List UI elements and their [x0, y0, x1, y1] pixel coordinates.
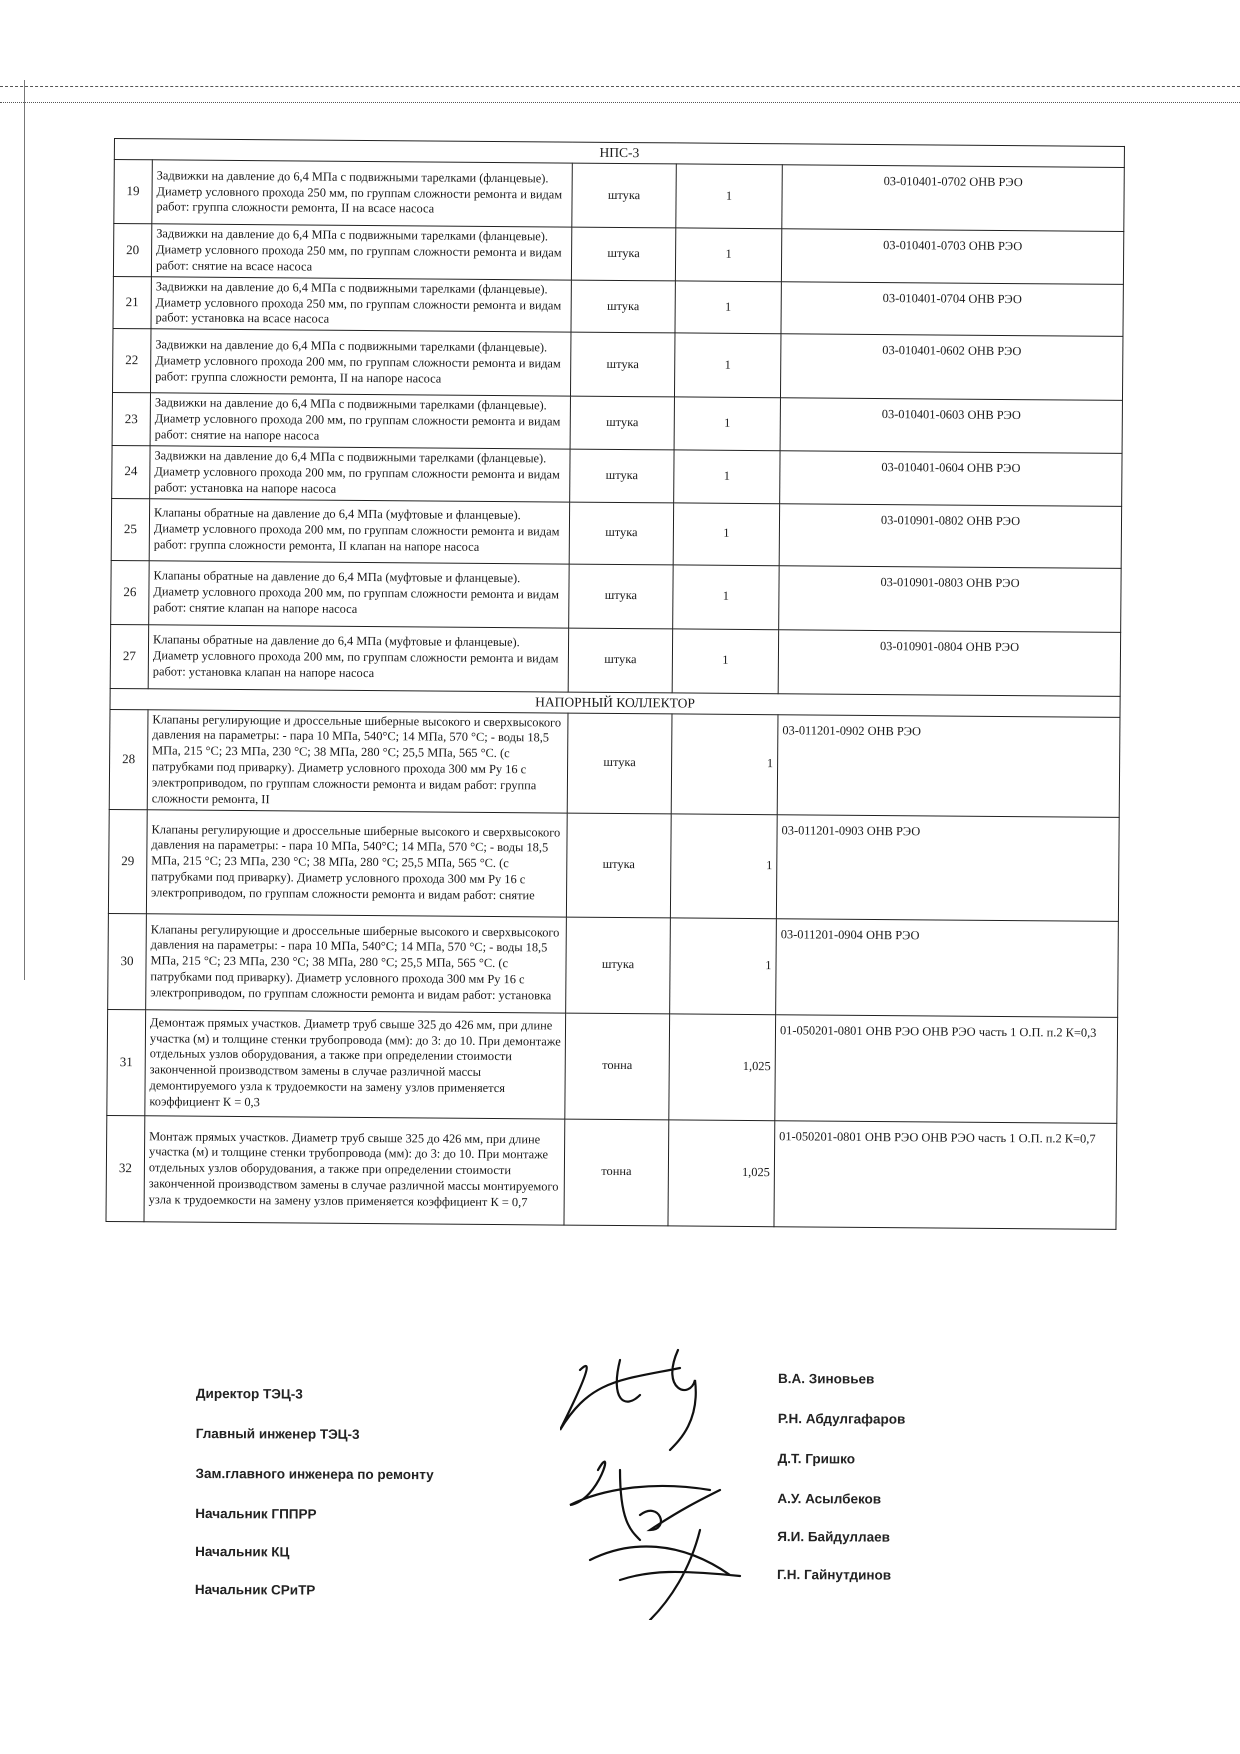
- signatory-position: Зам.главного инженера по ремонту: [195, 1465, 434, 1483]
- row-description: Задвижки на давление до 6,4 МПа с подвижными тарелками (фланцевые). Диаметр условного прохода 200 мм, по группам сложности ремонта и видам работ: снятие на напоре насоса: [150, 393, 570, 449]
- signatory-name: Д.Т. Гришко: [777, 1451, 856, 1467]
- row-unit: штука: [570, 449, 674, 502]
- row-code: 03-010401-0702 ОНВ РЭО: [782, 165, 1125, 232]
- row-number: 26: [111, 560, 150, 624]
- signatory-position: Директор ТЭЦ-3: [195, 1386, 303, 1402]
- row-number: 22: [112, 329, 151, 393]
- signatory-position: Начальник КЦ: [195, 1543, 290, 1560]
- row-description: Задвижки на давление до 6,4 МПа с подвижными тарелками (фланцевые). Диаметр условного прохода 250 мм, по группам сложности ремонта и видам работ: снятие на всасе насоса: [151, 224, 571, 280]
- row-number: 28: [109, 709, 148, 810]
- signatory-name: Р.Н. Абдулгафаров: [777, 1411, 906, 1427]
- row-quantity: 1,025: [669, 1014, 776, 1121]
- row-number: 27: [110, 624, 149, 688]
- row-unit: штука: [570, 396, 674, 449]
- row-code: 03-010901-0802 ОНВ РЭО: [779, 503, 1121, 568]
- signatory-name: Г.Н. Гайнутдинов: [776, 1567, 892, 1583]
- table-row: [108, 809, 1119, 921]
- table-row: [114, 160, 1124, 232]
- row-code: 03-011201-0904 ОНВ РЭО: [776, 918, 1119, 1017]
- row-code: 03-010401-0704 ОНВ РЭО: [781, 281, 1123, 336]
- row-description: Монтаж прямых участков. Диаметр труб свыше 325 до 426 мм, при длине участка (м) и толщине стенки трубопровода (мм): до 3: до 10. При монтаже отдельных узлов оборудования, а также при определении стоимости законченной производством замены в случае различной массы монтируемого узла к трудоемкости на замену узлов применяется коэффициент К = 0,7: [144, 1116, 565, 1225]
- row-quantity: 1: [673, 502, 779, 565]
- row-code: 03-010401-0603 ОНВ РЭО: [780, 398, 1122, 453]
- table-row: [109, 709, 1120, 817]
- row-description: Клапаны регулирующие и дроссельные шиберные высокого и сверхвысокого давления на параметры: - пара 10 МПа, 540°С; 14 МПа, 570 °С; - воды 18,5 МПа, 215 °С; 23 МПа, 230 °С; 38 МПа, 280 °С; 25,5 МПа, 565 °С. (с патрубками под приварку). Диаметр условного прохода 300 мм Ру 16 с электроприводом, по группам сложности ремонта и видам работ: снятие: [146, 810, 567, 917]
- row-code: 03-010901-0804 ОНВ РЭО: [778, 629, 1121, 696]
- row-description: Задвижки на давление до 6,4 МПа с подвижными тарелками (фланцевые). Диаметр условного прохода 250 мм, по группам сложности ремонта и видам работ: установка на всасе насоса: [151, 276, 571, 332]
- row-number: 29: [108, 809, 147, 913]
- row-unit: тонна: [565, 1013, 670, 1120]
- row-number: 20: [113, 224, 151, 277]
- row-description: Клапаны обратные на давление до 6,4 МПа (муфтовые и фланцевые). Диаметр условного прохода 200 мм, по группам сложности ремонта и видам работ: снятие клапан на напоре насоса: [149, 560, 569, 627]
- row-unit: штука: [566, 917, 671, 1014]
- table-row: [111, 560, 1121, 632]
- row-code: 01-050201-0801 ОНВ РЭО ОНВ РЭО часть 1 О.П. п.2 К=0,3: [775, 1014, 1118, 1123]
- scan-edge-line: [0, 102, 1240, 103]
- row-description: Клапаны обратные на давление до 6,4 МПа (муфтовые и фланцевые). Диаметр условного прохода 200 мм, по группам сложности ремонта и видам работ: группа сложности ремонта, II клапан на напоре насоса: [149, 498, 569, 563]
- row-code: 03-010401-0604 ОНВ РЭО: [780, 451, 1122, 506]
- row-quantity: 1: [675, 228, 781, 281]
- row-description: Задвижки на давление до 6,4 МПа с подвижными тарелками (фланцевые). Диаметр условного прохода 250 мм, по группам сложности ремонта и видам работ: группа сложности ремонта, II на всасе насоса: [152, 160, 572, 227]
- signatory-name: Я.И. Байдуллаев: [777, 1529, 890, 1545]
- row-quantity: 1: [673, 564, 779, 629]
- row-code: 03-010401-0602 ОНВ РЭО: [780, 334, 1123, 401]
- table-row: [113, 276, 1123, 337]
- row-description: Демонтаж прямых участков. Диаметр труб свыше 325 до 426 мм, при длине участка (м) и толщине стенки трубопровода (мм): до 3: до 10. При демонтаже отдельных узлов оборудования, а также при определении стоимости законченной производством замены в случае различной массы демонтируемого узла к трудоемкости на замену узлов применяется коэффициент К = 0,3: [145, 1010, 566, 1119]
- row-description: Задвижки на давление до 6,4 МПа с подвижными тарелками (фланцевые). Диаметр условного прохода 200 мм, по группам сложности ремонта и видам работ: установка на напоре насоса: [150, 446, 570, 502]
- row-number: 19: [114, 160, 153, 224]
- row-number: 32: [106, 1115, 145, 1221]
- row-quantity: 1: [671, 713, 778, 814]
- signatory-position: Начальник ГППРР: [195, 1505, 317, 1522]
- row-number: 31: [107, 1009, 146, 1115]
- row-quantity: 1: [676, 164, 782, 229]
- row-number: 24: [112, 445, 150, 498]
- table-row: [112, 393, 1122, 454]
- row-quantity: 1: [670, 918, 777, 1015]
- table-row: [113, 224, 1123, 285]
- row-number: 25: [111, 498, 149, 560]
- row-description: Задвижки на давление до 6,4 МПа с подвижными тарелками (фланцевые). Диаметр условного прохода 200 мм, по группам сложности ремонта и видам работ: группа сложности ремонта, II на напоре насоса: [150, 329, 570, 396]
- row-number: 21: [113, 276, 151, 329]
- row-unit: штука: [572, 163, 676, 228]
- table-row: [108, 913, 1119, 1017]
- row-code: 01-050201-0801 ОНВ РЭО ОНВ РЭО часть 1 О.П. п.2 К=0,7: [774, 1120, 1117, 1229]
- row-code: 03-010901-0803 ОНВ РЭО: [779, 565, 1122, 632]
- section-title: НПС-3: [114, 139, 1124, 168]
- scan-edge-line: [0, 86, 1240, 87]
- row-code: 03-011201-0903 ОНВ РЭО: [776, 814, 1119, 921]
- signatory-name: А.У. Асылбеков: [777, 1491, 882, 1507]
- row-description: Клапаны регулирующие и дроссельные шиберные высокого и сверхвысокого давления на параметры: - пара 10 МПа, 540°С; 14 МПа, 570 °С; - воды 18,5 МПа, 215 °С; 23 МПа, 230 °С; 38 МПа, 280 °С; 25,5 МПа, 565 °С. (с патрубками под приварку). Диаметр условного прохода 300 мм Ру 16 с электроприводом, по группам сложности ремонта и видам работ: группа сложности ремонта, II: [147, 709, 568, 813]
- row-quantity: 1,025: [668, 1120, 775, 1227]
- row-quantity: 1: [672, 628, 778, 693]
- row-unit: штука: [569, 564, 673, 629]
- row-quantity: 1: [670, 814, 777, 919]
- table-row: [107, 1009, 1118, 1123]
- works-table: [105, 138, 1124, 1230]
- row-unit: штука: [570, 332, 674, 397]
- table-row: [111, 498, 1121, 568]
- row-unit: штука: [567, 713, 672, 814]
- row-quantity: 1: [674, 397, 780, 450]
- row-quantity: 1: [675, 281, 781, 334]
- signatory-name: В.А. Зиновьев: [778, 1371, 875, 1387]
- table-row: [110, 624, 1120, 696]
- row-number: 23: [112, 393, 150, 446]
- table-row: [112, 329, 1122, 401]
- row-unit: штука: [571, 227, 675, 280]
- signatory-position: Главный инженер ТЭЦ-3: [195, 1425, 360, 1442]
- row-unit: штука: [568, 628, 672, 693]
- row-unit: тонна: [564, 1119, 669, 1226]
- row-code: 03-011201-0902 ОНВ РЭО: [777, 714, 1120, 817]
- scan-margin-line: [24, 80, 25, 980]
- row-description: Клапаны регулирующие и дроссельные шиберные высокого и сверхвысокого давления на параметры: - пара 10 МПа, 540°С; 14 МПа, 570 °С; - воды 18,5 МПа, 215 °С; 23 МПа, 230 °С; 38 МПа, 280 °С; 25,5 МПа, 565 °С. (с патрубками под приварку). Диаметр условного прохода 300 мм Ру 16 с электроприводом, по группам сложности ремонта и видам работ: установка: [146, 914, 567, 1013]
- row-number: 30: [108, 913, 147, 1009]
- row-unit: штука: [566, 813, 671, 918]
- row-quantity: 1: [674, 450, 780, 503]
- row-quantity: 1: [674, 333, 780, 398]
- section-title: НАПОРНЫЙ КОЛЛЕКТОР: [110, 688, 1120, 717]
- row-description: Клапаны обратные на давление до 6,4 МПа (муфтовые и фланцевые). Диаметр условного прохода 200 мм, по группам сложности ремонта и видам работ: установка клапан на напоре насоса: [148, 624, 568, 691]
- table-row: [106, 1115, 1117, 1229]
- table-row: [112, 445, 1122, 506]
- row-unit: штука: [569, 502, 673, 565]
- signatory-block: [194, 1371, 996, 1630]
- signatory-position: Начальник СРиТР: [194, 1581, 316, 1598]
- row-unit: штука: [571, 280, 675, 333]
- row-code: 03-010401-0703 ОНВ РЭО: [781, 229, 1123, 284]
